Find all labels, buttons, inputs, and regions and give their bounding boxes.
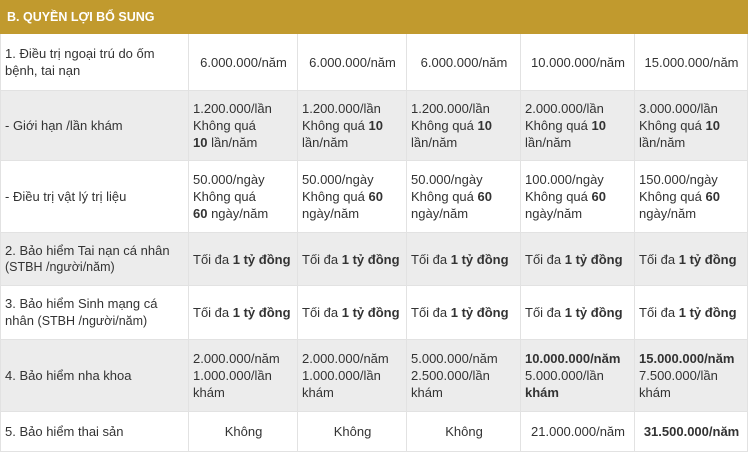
table-cell: Tối đa 1 tỷ đồng xyxy=(521,286,635,340)
table-cell: Tối đa 1 tỷ đồng xyxy=(635,233,748,286)
table-cell: 2.000.000/năm 1.000.000/lần khám xyxy=(298,340,407,412)
row-label: 2. Bảo hiểm Tai nạn cá nhân (STBH /người/năm) xyxy=(1,233,189,286)
table-cell: Tối đa 1 tỷ đồng xyxy=(407,233,521,286)
row-label: 1. Điều trị ngoại trú do ốm bệnh, tai nạn xyxy=(1,34,189,91)
table-cell: Tối đa 1 tỷ đồng xyxy=(298,233,407,286)
table-row xyxy=(1,340,748,412)
table-cell: 1.200.000/lần Không quá 10 lần/năm xyxy=(298,91,407,161)
table-cell: 10.000.000/năm 5.000.000/lần khám xyxy=(521,340,635,412)
row-label: 3. Bảo hiểm Sinh mạng cá nhân (STBH /người/năm) xyxy=(1,286,189,340)
table-cell: Tối đa 1 tỷ đồng xyxy=(635,286,748,340)
row-label: - Điều trị vật lý trị liệu xyxy=(1,161,189,233)
table-cell: Tối đa 1 tỷ đồng xyxy=(521,233,635,286)
table-cell: 6.000.000/năm xyxy=(298,34,407,91)
section-title: B. QUYỀN LỢI BỔ SUNG xyxy=(1,1,748,34)
table-cell: 1.200.000/lần Không quá 10 lần/năm xyxy=(189,91,298,161)
table-cell: 50.000/ngày Không quá 60 ngày/năm xyxy=(407,161,521,233)
row-label: 4. Bảo hiểm nha khoa xyxy=(1,340,189,412)
table-cell: Tối đa 1 tỷ đồng xyxy=(407,286,521,340)
table-row xyxy=(1,34,748,91)
table-cell: Không xyxy=(407,412,521,452)
table-row xyxy=(1,91,748,161)
table-row xyxy=(1,286,748,340)
table-cell: Tối đa 1 tỷ đồng xyxy=(189,233,298,286)
table-cell: 2.000.000/năm 1.000.000/lần khám xyxy=(189,340,298,412)
table-cell: 21.000.000/năm xyxy=(521,412,635,452)
table-cell: 50.000/ngày Không quá 60 ngày/năm xyxy=(189,161,298,233)
table-cell: 150.000/ngày Không quá 60 ngày/năm xyxy=(635,161,748,233)
table-cell: 15.000.000/năm 7.500.000/lần khám xyxy=(635,340,748,412)
table-cell: 100.000/ngày Không quá 60 ngày/năm xyxy=(521,161,635,233)
table-cell: Tối đa 1 tỷ đồng xyxy=(189,286,298,340)
table-cell: 15.000.000/năm xyxy=(635,34,748,91)
table-cell: Không xyxy=(298,412,407,452)
table-cell: 6.000.000/năm xyxy=(407,34,521,91)
table-cell: Tối đa 1 tỷ đồng xyxy=(298,286,407,340)
table-row xyxy=(1,233,748,286)
row-label: 5. Bảo hiểm thai sản xyxy=(1,412,189,452)
table-cell: 1.200.000/lần Không quá 10 lần/năm xyxy=(407,91,521,161)
table-cell: 3.000.000/lần Không quá 10 lần/năm xyxy=(635,91,748,161)
table-row xyxy=(1,161,748,233)
section-header-row xyxy=(1,1,748,34)
table-cell: 31.500.000/năm xyxy=(635,412,748,452)
table-cell: Không xyxy=(189,412,298,452)
table-cell: 6.000.000/năm xyxy=(189,34,298,91)
row-label: - Giới hạn /lần khám xyxy=(1,91,189,161)
table-cell: 10.000.000/năm xyxy=(521,34,635,91)
table-cell: 50.000/ngày Không quá 60 ngày/năm xyxy=(298,161,407,233)
table-cell: 5.000.000/năm 2.500.000/lần khám xyxy=(407,340,521,412)
table-cell: 2.000.000/lần Không quá 10 lần/năm xyxy=(521,91,635,161)
table-row xyxy=(1,412,748,452)
